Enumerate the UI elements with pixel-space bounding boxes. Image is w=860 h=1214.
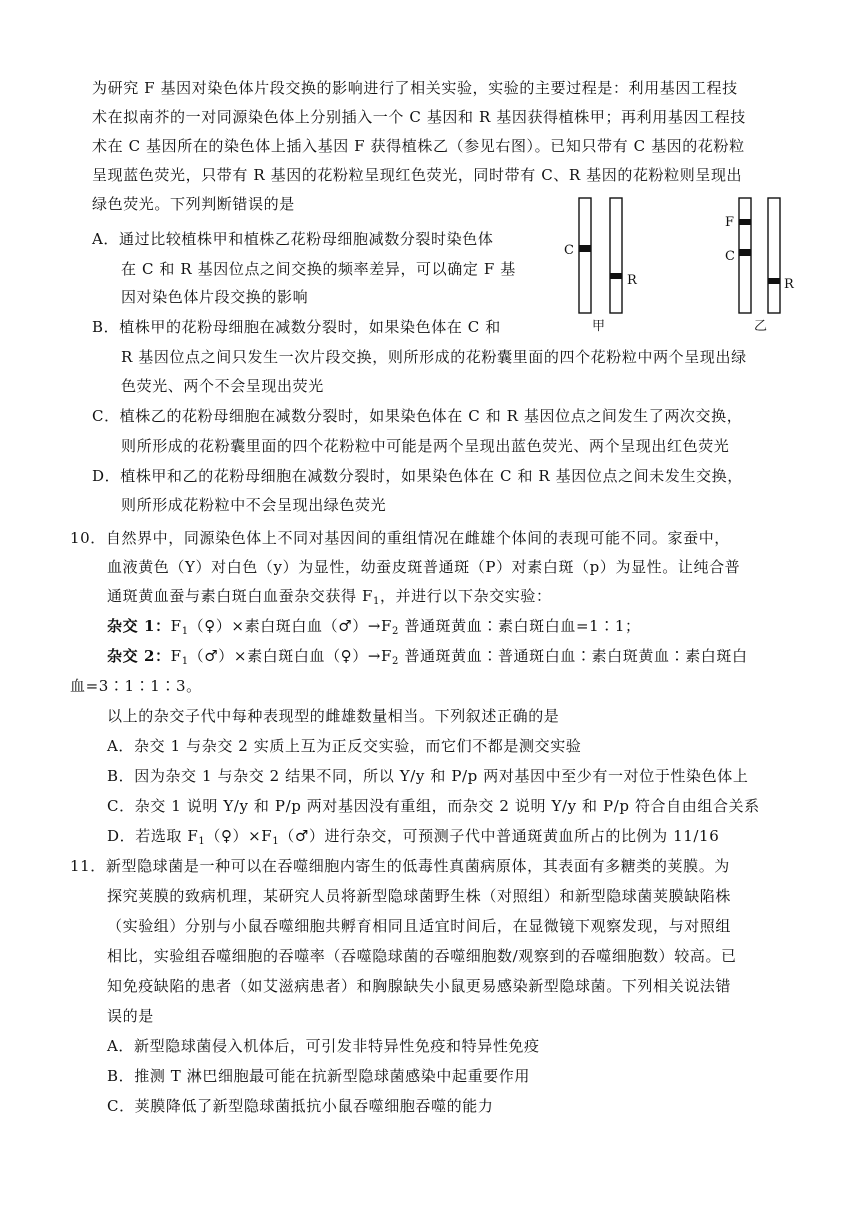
yi-label-r: R <box>784 277 794 292</box>
q10-stem-line-2: 血液黄色（Y）对白色（y）为显性，幼蚕皮斑普通斑（P）对素白斑（p）为显性。让纯合普 <box>107 558 741 576</box>
q9-option-c-line-2: 则所形成的花粉囊里面的四个花粉粒中可能是两个呈现出蓝色荧光、两个呈现出红色荧光 <box>121 437 730 455</box>
q9-option-b-line-2: R 基因位点之间只发生一次片段交换，则所形成的花粉囊里面的四个花粉粒中两个呈现出绿 <box>121 348 747 366</box>
q9-option-d-line-2: 则所形成花粉粒中不会呈现出绿色荧光 <box>121 496 387 514</box>
q10-cross-1: 杂交 1：$F_1(♀)\times$素白斑白血$(♂)\to F_2$ 普通斑黄血∶素白斑白血=1∶1； <box>107 617 641 637</box>
q10-option-a: A．杂交 1 与杂交 2 实质上互为正反交实验，而它们不都是测交实验 <box>107 737 582 755</box>
yi-gene-c-band <box>739 249 751 256</box>
jia-gene-r-band <box>610 273 622 279</box>
q9-intro-line-5: 绿色荧光。下列判断错误的是 <box>92 195 295 213</box>
q9-option-a-line-2: 在 C 和 R 基因位点之间交换的频率差异，可以确定 F 基 <box>121 260 516 278</box>
q9-option-b-line-3: 色荧光、两个不会呈现出荧光 <box>121 377 324 395</box>
q11-stem-line-4: 相比，实验组吞噬细胞的吞噬率（吞噬隐球菌的吞噬细胞数/观察到的吞噬细胞数）较高。已 <box>107 947 737 965</box>
q11-stem-line-5: 知免疫缺陷的患者（如艾滋病患者）和胸腺缺失小鼠更易感染新型隐球菌。下列相关说法错 <box>107 977 732 995</box>
yi-gene-f-band <box>739 219 751 225</box>
q11-stem-line-1: 11．新型隐球菌是一种可以在吞噬细胞内寄生的低毒性真菌病原体，其表面有多糖类的荚膜。为 <box>70 857 730 875</box>
q11-option-a: A．新型隐球菌侵入机体后，可引发非特异性免疫和特异性免疫 <box>107 1037 540 1055</box>
q9-option-c-line-1: C．植株乙的花粉母细胞在减数分裂时，如果染色体在 C 和 R 基因位点之间发生了两次交换， <box>92 407 743 425</box>
yi-label-c: C <box>725 249 735 264</box>
label-plant-yi: 乙 <box>754 319 768 334</box>
q11-stem-line-3: （实验组）分别与小鼠吞噬细胞共孵育相同且适宜时间后，在显微镜下观察发现，与对照组 <box>107 917 732 935</box>
yi-gene-r-band <box>768 278 780 284</box>
q9-intro-line-3: 术在 C 基因所在的染色体上插入基因 F 获得植株乙（参见右图）。已知只带有 C 基因的花粉粒 <box>92 137 745 155</box>
q11-option-b: B．推测 T 淋巴细胞最可能在抗新型隐球菌感染中起重要作用 <box>107 1067 530 1085</box>
jia-label-r: R <box>627 273 637 288</box>
jia-label-c: C <box>564 243 574 258</box>
jia-gene-c-band <box>579 245 591 252</box>
q10-stem-line-3: 通斑黄血蚕与素白斑白血蚕杂交获得 $F_1$，并进行以下杂交实验： <box>107 587 552 607</box>
q9-intro-line-2: 术在拟南芥的一对同源染色体上分别插入一个 C 基因和 R 基因获得植株甲；再利用基因工程技 <box>92 108 746 126</box>
yi-label-f: F <box>725 215 735 230</box>
q11-option-c: C．荚膜降低了新型隐球菌抵抗小鼠吞噬细胞吞噬的能力 <box>107 1097 494 1115</box>
jia-chromosome-left <box>579 198 591 313</box>
q10-option-c: C．杂交 1 说明 Y/y 和 P/p 两对基因没有重组，而杂交 2 说明 Y/y 和 P/p 符合自由组合关系 <box>107 797 760 815</box>
q10-option-d: D．若选取 $F_1(♀)\times F_1(♂)$进行杂交，可预测子代中普通斑黄血所占的比例为 11/16 <box>107 827 720 847</box>
q10-option-b: B．因为杂交 1 与杂交 2 结果不同，所以 Y/y 和 P/p 两对基因中至少有一对位于性染色体上 <box>107 767 749 785</box>
q11-stem-line-2: 探究荚膜的致病机理，某研究人员将新型隐球菌野生株（对照组）和新型隐球菌荚膜缺陷株 <box>107 887 732 905</box>
q11-stem-line-6: 误的是 <box>107 1007 154 1025</box>
jia-chromosome-right <box>610 198 622 313</box>
cross-1-label: 杂交 1： <box>107 617 171 635</box>
q9-option-a-line-1: A．通过比较植株甲和植株乙花粉母细胞减数分裂时染色体 <box>92 230 494 248</box>
q10-cross-2-cont: 血=3∶1∶1∶3。 <box>70 677 202 695</box>
q10-note: 以上的杂交子代中每种表现型的雌雄数量相当。下列叙述正确的是 <box>107 707 560 725</box>
chromosome-diagram <box>548 190 818 338</box>
q9-option-a-line-3: 因对染色体片段交换的影响 <box>121 288 309 306</box>
q10-cross-2: 杂交 2：$F_1(♂)\times$素白斑白血$(♀)\to F_2$ 普通斑黄血∶普通斑白血∶素白斑黄血∶素白斑白 <box>107 647 748 667</box>
label-plant-jia: 甲 <box>592 319 606 334</box>
q9-intro-line-1: 为研究 F 基因对染色体片段交换的影响进行了相关实验，实验的主要过程是：利用基因工程技 <box>92 79 738 97</box>
q9-option-d-line-1: D．植株甲和乙的花粉母细胞在减数分裂时，如果染色体在 C 和 R 基因位点之间未发生交换， <box>92 467 743 485</box>
q9-option-b-line-1: B．植株甲的花粉母细胞在减数分裂时，如果染色体在 C 和 <box>92 318 501 336</box>
q9-intro-line-4: 呈现蓝色荧光，只带有 R 基因的花粉粒呈现红色荧光，同时带有 C、R 基因的花粉粒则呈现出 <box>92 166 743 184</box>
yi-chromosome-right <box>768 198 780 313</box>
cross-2-label: 杂交 2： <box>107 647 171 665</box>
q10-stem-line-1: 10．自然界中，同源染色体上不同对基因间的重组情况在雌雄个体间的表现可能不同。家蚕中， <box>70 529 730 547</box>
chromosome-figure <box>548 190 818 338</box>
